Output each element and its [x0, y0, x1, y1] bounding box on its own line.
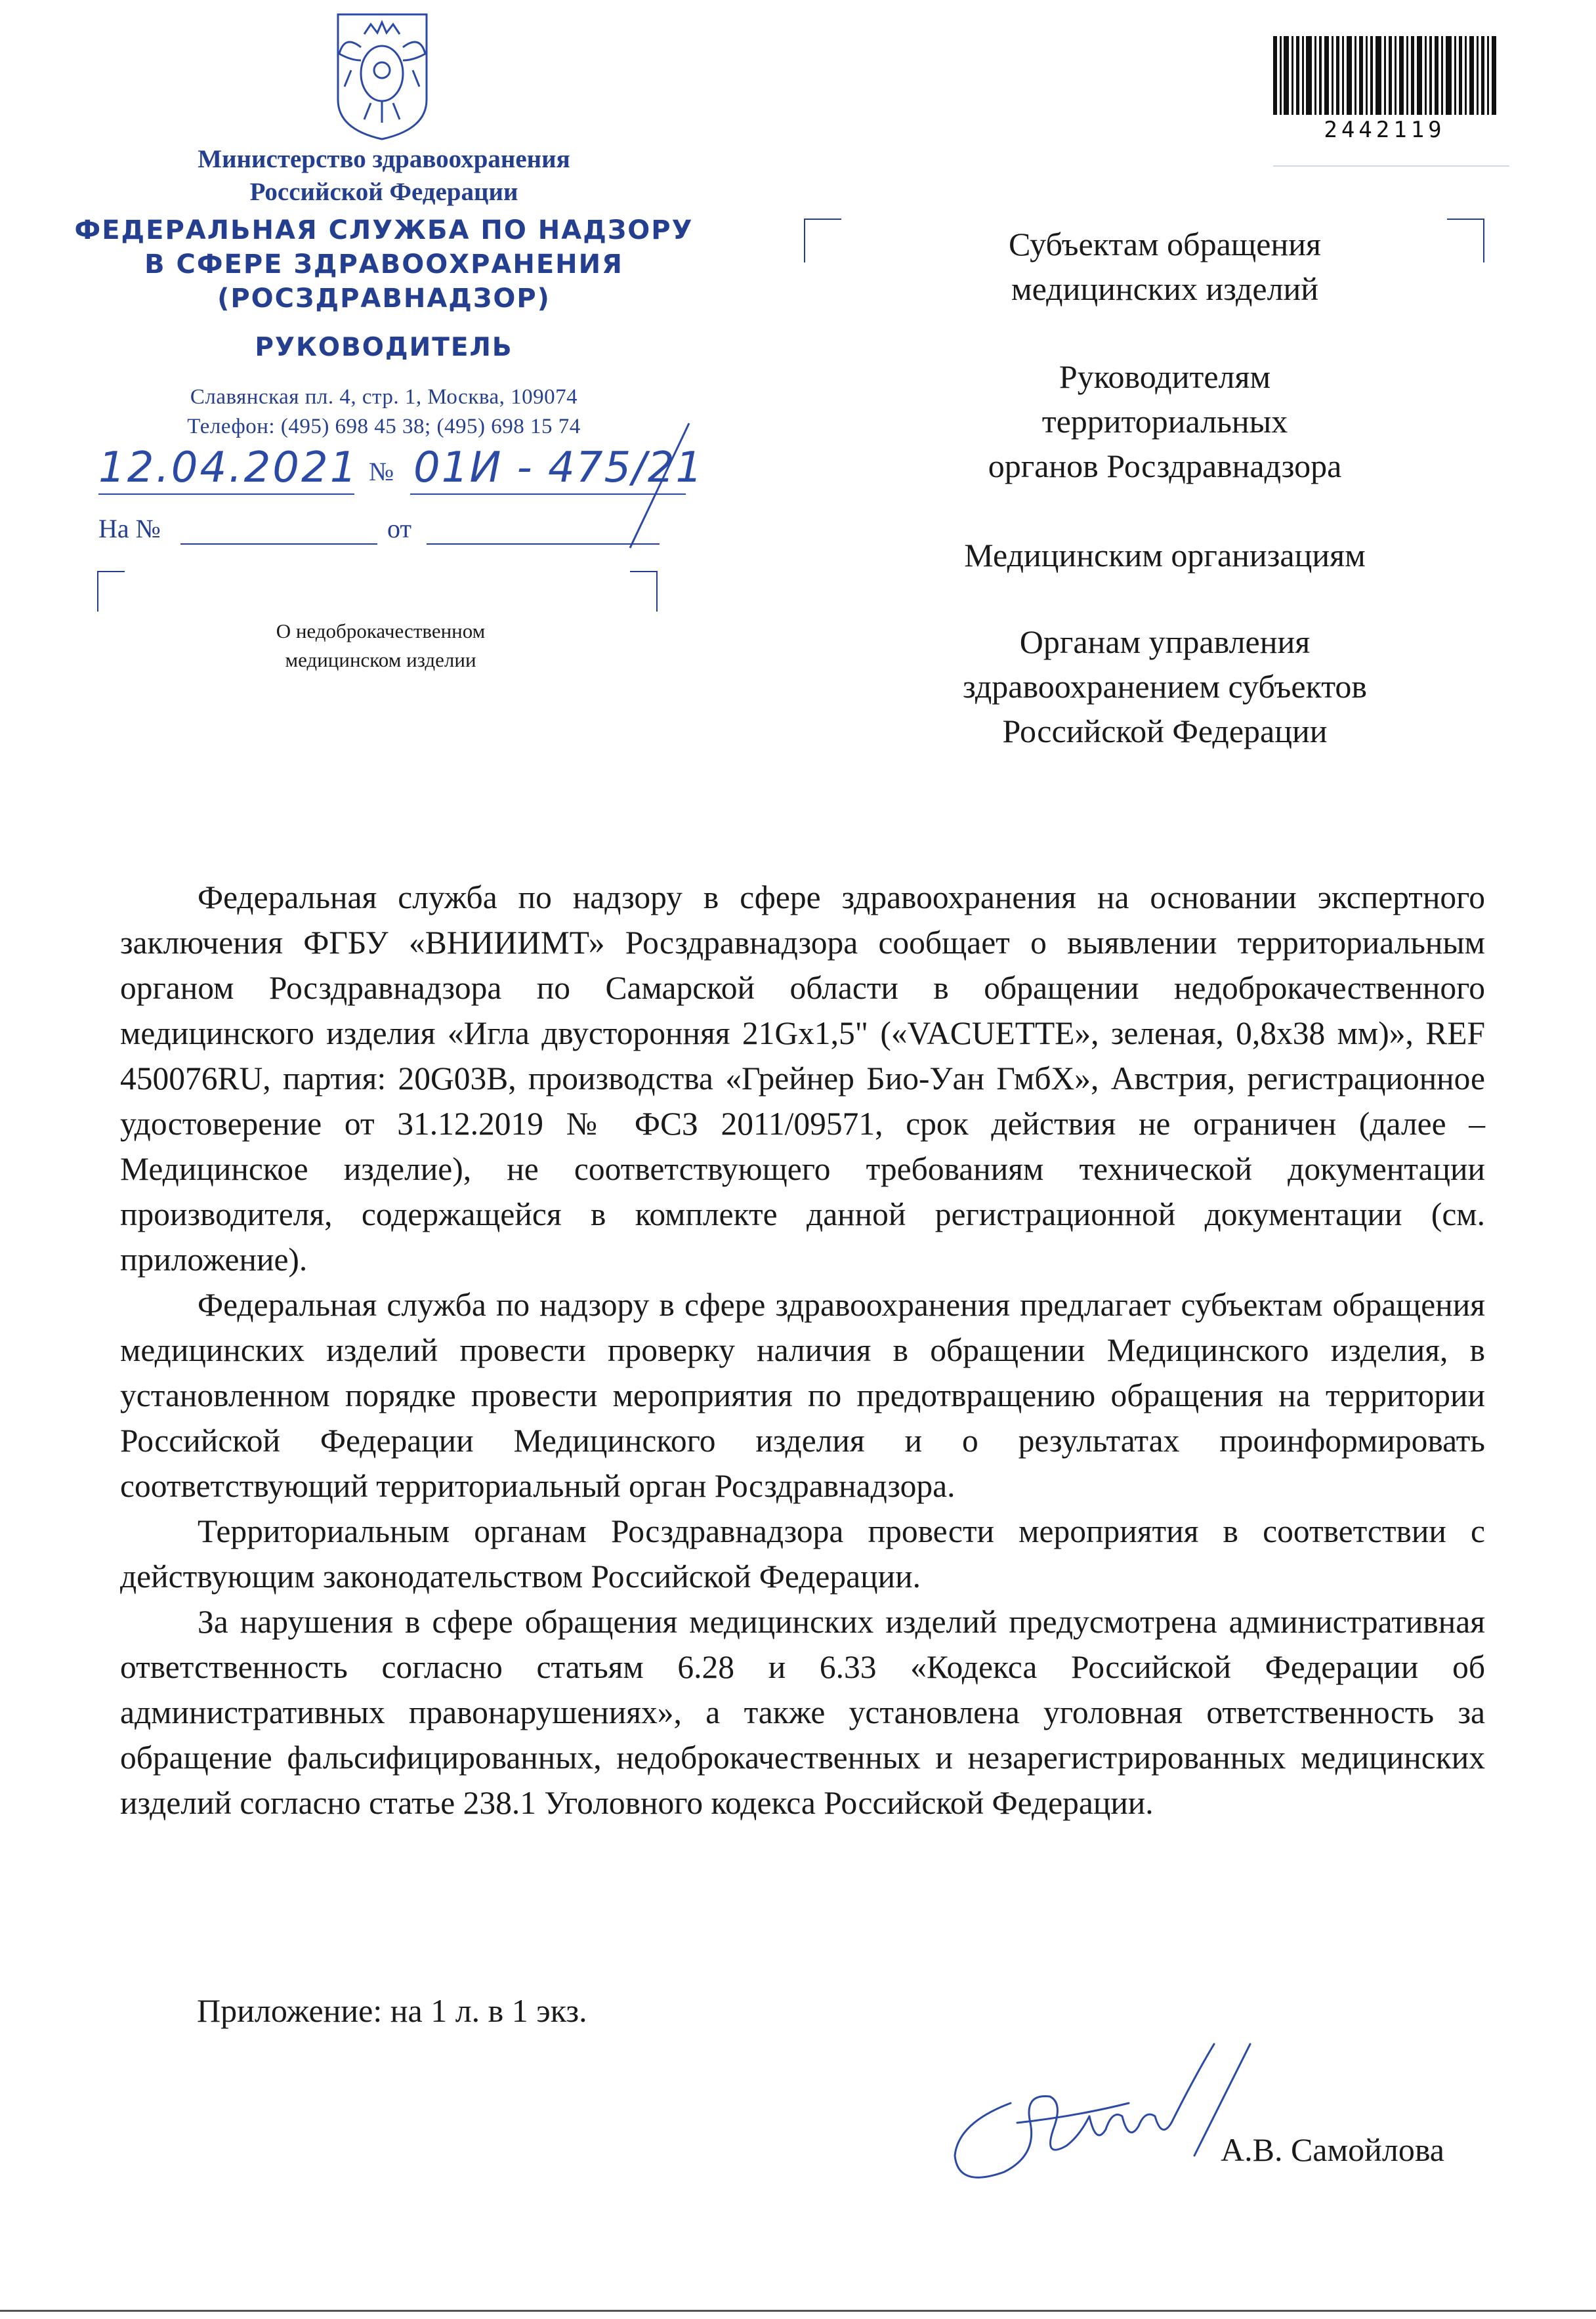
addressee-4-line1: Органам управления: [1019, 623, 1311, 660]
body-paragraph-3: Территориальным органам Росздравнадзора провести мероприятия в соответствии с действующим законодательством Российской Федерации.: [120, 1513, 1485, 1595]
phone: Телефон: (495) 698 45 38; (495) 698 15 74: [187, 415, 581, 438]
addressee-4-line2: здравоохранением субъектов: [962, 668, 1368, 705]
handwritten-date: 12.04.2021: [98, 444, 359, 492]
reference-number-line: [180, 543, 377, 545]
address: Славянская пл. 4, стр. 1, Москва, 109074: [190, 385, 578, 409]
page-bottom-edge: [0, 2310, 1596, 2312]
ministry-name-line2: Российской Федерации: [249, 178, 518, 206]
subject-line1: О недоброкачественном: [276, 619, 486, 642]
body-paragraph-1: Федеральная служба по надзору в сфере здравоохранения на основании экспертного заключения ФГБУ «ВНИИИМТ» Росздравнадзора сообщает о выявлении территориальным органом Росздравнадзора по Самарской области в обращении недоброкачественного медицинского изделия «Игла двусторонняя 21Gx1,5" («VACUETTE», зеленая, 0,8x38 мм)», REF 450076RU, партия: 20G03B, производства «Грейнер Био-Уан ГмбХ», Австрия, регистрационное удостоверение от 31.12.2019 № ФСЗ 2011/09571, срок действия не ограничен (далее – Медицинское изделие), не соответствующего требованиям технической документации производителя, содержащейся в комплекте данной регистрационной документации (см. приложение).: [120, 879, 1485, 1278]
head-title: РУКОВОДИТЕЛЬ: [255, 333, 513, 362]
service-name-line2: В СФЕРЕ ЗДРАВООХРАНЕНИЯ: [144, 249, 623, 280]
barcode-icon: [1273, 36, 1496, 115]
subject-line2: медицинском изделии: [285, 648, 476, 671]
addressee-corner-left: [804, 219, 841, 262]
signature-icon: [932, 2031, 1273, 2202]
attachment-note: Приложение: на 1 л. в 1 экз.: [197, 1992, 587, 2029]
service-name-line3: (РОСЗДРАВНАДЗОР): [217, 283, 551, 314]
ministry-name-line1: Министерство здравоохранения: [198, 145, 570, 173]
addressee-4-line3: Российской Федерации: [1002, 713, 1328, 749]
addressee-3-line1: Медицинским организациям: [964, 537, 1366, 574]
corner-mark-left: [97, 571, 125, 612]
handwritten-number: 01И - 475/21: [413, 444, 704, 492]
date-underline: [98, 493, 354, 495]
service-name-line1: ФЕДЕРАЛЬНАЯ СЛУЖБА ПО НАДЗОРУ: [74, 215, 694, 245]
addressee-2-line2: территориальных: [1041, 403, 1288, 440]
body-paragraph-2: Федеральная служба по надзору в сфере здравоохранения предлагает субъектам обращения медицинских изделий провести проверку наличия в обращении Медицинского изделия, в установленном порядке провести мероприятия по предотвращению обращения на территории Российской Федерации Медицинского изделия и о результатах проинформировать соответствующий территориальный орган Росздравнадзора.: [120, 1287, 1485, 1504]
signer-name: А.В. Самойлова: [1221, 2131, 1444, 2168]
reference-label: На №: [98, 514, 161, 543]
addressee-2-line1: Руководителям: [1059, 358, 1271, 395]
addressee-2-line3: органов Росздравнадзора: [988, 448, 1342, 484]
corner-mark-right: [630, 571, 658, 612]
addressee-1: [876, 222, 1454, 311]
addressee-3: [876, 533, 1454, 577]
addressee-1-line2: медицинских изделий: [1011, 270, 1319, 307]
addressee-4: [876, 619, 1454, 753]
addressee-1-line1: Субъектам обращения: [1009, 226, 1321, 262]
body-paragraph-4: За нарушения в сфере обращения медицинских изделий предусмотрена административная ответственность согласно статьям 6.28 и 6.33 «Кодекса Российской Федерации об административных правонарушениях», а также установлена уголовная ответственность за обращение фальсифицированных, недоброкачественных и незарегистрированных медицинских изделий согласно статье 238.1 Уголовного кодекса Российской Федерации.: [120, 1604, 1485, 1821]
number-slash-stroke: [617, 420, 696, 551]
number-sign: №: [369, 457, 394, 486]
barcode-number: 2442119: [1324, 117, 1446, 143]
coat-of-arms-icon: [325, 8, 440, 142]
reference-date-line: [427, 543, 660, 545]
reference-from-label: от: [387, 514, 411, 543]
barcode-divider: [1273, 165, 1509, 167]
addressee-2: [876, 354, 1454, 488]
letter-body: [120, 875, 1485, 1826]
